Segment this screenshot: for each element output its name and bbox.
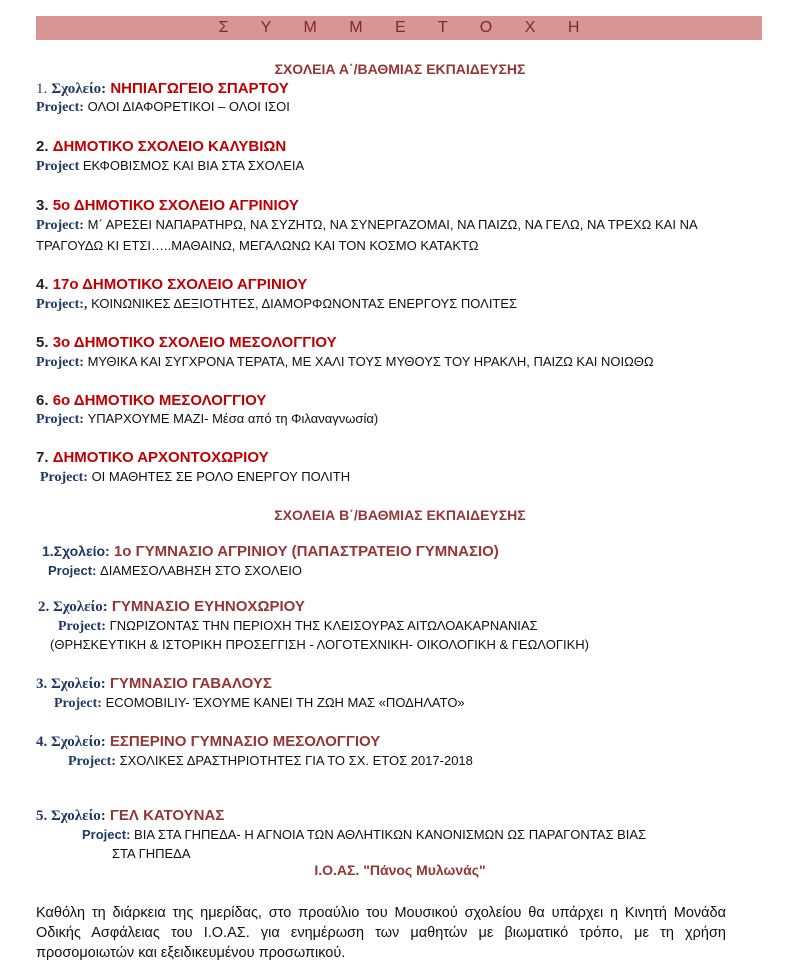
secondary-school-4-title: 4. Σχολείο: ΕΣΠΕΡΙΝΟ ΓΥΜΝΑΣΙΟ ΜΕΣΟΛΟΓΓΙΟΥ <box>36 733 381 750</box>
primary-school-5-project: Project: ΜΥΘΙΚΑ ΚΑΙ ΣΥΓΧΡΟΝΑ ΤΕΡΑΤΑ, ΜΕ ΧΑΛΙ ΤΟΥΣ ΜΥΘΟΥΣ ΤΟΥ ΗΡΑΚΛΗ, ΠΑΙΖΩ ΚΑΙ ΝΟΙΩΘΩ <box>36 354 654 370</box>
footer-paragraph: Καθόλη τη διάρκεια της ημερίδας, στο προαύλιο του Μουσικού σχολείου θα υπάρχει η Κινητή Μονάδα Οδικής Ασφάλειας του Ι.Ο.ΑΣ. για ενημέρωση των μαθητών με βιωματικό τρόπο, με τη χρήση προσομοιωτών και εξειδικευμένου προσωπικού. <box>36 905 726 961</box>
primary-school-4-title: 4. 17ο ΔΗΜΟΤΙΚΟ ΣΧΟΛΕΙΟ ΑΓΡΙΝΙΟΥ <box>36 276 308 293</box>
secondary-school-2-project-cont: (ΘΡΗΣΚΕΥΤΙΚΗ & ΙΣΤΟΡΙΚΗ ΠΡΟΣΕΓΓΙΣΗ - ΛΟΓΟΤΕΧΝΙΚΗ- ΟΙΚΟΛΟΓΙΚΗ & ΓΕΩΛΟΓΙΚΗ) <box>50 637 589 652</box>
secondary-school-5-project: Project: ΒΙΑ ΣΤΑ ΓΗΠΕΔΑ- Η ΑΓΝΟΙΑ ΤΩΝ ΑΘΛΗΤΙΚΩΝ ΚΑΝΟΝΙΣΜΩΝ ΩΣ ΠΑΡΑΓΟΝΤΑΣ ΒΙΑΣ <box>82 827 647 842</box>
secondary-school-2-title: 2. Σχολείο: ΓΥΜΝΑΣΙΟ ΕΥΗΝΟΧΩΡΙΟΥ <box>38 598 305 615</box>
primary-school-3-title: 3. 5ο ΔΗΜΟΤΙΚΟ ΣΧΟΛΕΙΟ ΑΓΡΙΝΙΟΥ <box>36 197 299 214</box>
primary-school-7-title: 7. ΔΗΜΟΤΙΚΟ ΑΡΧΟΝΤΟΧΩΡΙΟΥ <box>36 449 269 466</box>
participation-banner <box>36 16 762 40</box>
secondary-school-5-project-cont: ΣΤΑ ΓΗΠΕΔΑ <box>112 846 191 861</box>
secondary-school-3-project: Project: ECOMOBILIY- ΈΧΟΥΜΕ ΚΑΝΕΙ ΤΗ ΖΩΗ ΜΑΣ «ΠΟΔΗΛΑΤΟ» <box>54 695 465 711</box>
primary-heading: ΣΧΟΛΕΙΑ Α΄/ΒΑΘΜΙΑΣ ΕΚΠΑΙΔΕΥΣΗΣ <box>274 61 526 77</box>
primary-school-5-title: 5. 3ο ΔΗΜΟΤΙΚΟ ΣΧΟΛΕΙΟ ΜΕΣΟΛΟΓΓΙΟΥ <box>36 334 337 351</box>
secondary-school-2-project: Project: ΓΝΩΡΙΖΟΝΤΑΣ ΤΗΝ ΠΕΡΙΟΧΗ ΤΗΣ ΚΛΕΙΣΟΥΡΑΣ ΑΙΤΩΛΟΑΚΑΡΝΑΝΙΑΣ <box>58 618 538 634</box>
banner-title: Σ Υ Μ Μ Ε Τ Ο Χ Η <box>218 19 594 36</box>
primary-school-6-project: Project: ΥΠΑΡΧΟΥΜΕ ΜΑΖΙ- Μέσα από τη Φιλαναγνωσία) <box>36 411 379 427</box>
secondary-school-1-title: 1.Σχολείο: 1ο ΓΥΜΝΑΣΙΟ ΑΓΡΙΝΙΟΥ (ΠΑΠΑΣΤΡΑΤΕΙΟ ΓΥΜΝΑΣΙΟ) <box>42 543 499 560</box>
secondary-school-5-title: 5. Σχολείο: ΓΕΛ ΚΑΤΟΥΝΑΣ <box>36 807 225 824</box>
ioas-title: Ι.Ο.ΑΣ. "Πάνος Μυλωνάς" <box>314 862 486 878</box>
primary-school-2-project: Project ΕΚΦΟΒΙΣΜΟΣ ΚΑΙ ΒΙΑ ΣΤΑ ΣΧΟΛΕΙΑ <box>36 158 305 174</box>
primary-school-6-title: 6. 6ο ΔΗΜΟΤΙΚΟ ΜΕΣΟΛΟΓΓΙΟΥ <box>36 392 267 409</box>
primary-school-4-project: Project:, ΚΟΙΝΩΝΙΚΕΣ ΔΕΞΙΟΤΗΤΕΣ, ΔΙΑΜΟΡΦΩΝΟΝΤΑΣ ΕΝΕΡΓΟΥΣ ΠΟΛΙΤΕΣ <box>36 296 518 312</box>
primary-school-1-project: Project: ΟΛΟΙ ΔΙΑΦΟΡΕΤΙΚΟΙ – ΟΛΟΙ ΙΣΟΙ <box>36 99 290 115</box>
secondary-school-4-project: Project: ΣΧΟΛΙΚΕΣ ΔΡΑΣΤΗΡΙΟΤΗΤΕΣ ΓΙΑ ΤΟ ΣΧ. ΕΤΟΣ 2017-2018 <box>68 753 473 769</box>
secondary-school-3-title: 3. Σχολείο: ΓΥΜΝΑΣΙΟ ΓΑΒΑΛΟΥΣ <box>36 675 272 692</box>
secondary-school-1-project: Project: ΔΙΑΜΕΣΟΛΑΒΗΣΗ ΣΤΟ ΣΧΟΛΕΙΟ <box>48 563 302 578</box>
primary-school-7-project: Project: ΟΙ ΜΑΘΗΤΕΣ ΣΕ ΡΟΛΟ ΕΝΕΡΓΟΥ ΠΟΛΙΤΗ <box>40 469 351 485</box>
secondary-heading: ΣΧΟΛΕΙΑ Β΄/ΒΑΘΜΙΑΣ ΕΚΠΑΙΔΕΥΣΗΣ <box>274 507 526 523</box>
primary-school-2-title: 2. ΔΗΜΟΤΙΚΟ ΣΧΟΛΕΙΟ ΚΑΛΥΒΙΩΝ <box>36 138 287 155</box>
primary-school-1-title: 1. Σχολείο: ΝΗΠΙΑΓΩΓΕΙΟ ΣΠΑΡΤΟΥ <box>36 80 289 97</box>
primary-school-3-project: Project: Μ΄ ΑΡΕΣΕΙ ΝΑΠΑΡΑΤΗΡΩ, ΝΑ ΣΥΖΗΤΩ, ΝΑ ΣΥΝΕΡΓΑΖΟΜΑΙ, ΝΑ ΠΑΙΖΩ, ΝΑ ΓΕΛΩ, ΝΑ ΤΡΕΧΩ ΚΑΙ ΝΑ <box>36 217 698 233</box>
primary-school-3-project-cont: ΤΡΑΓΟΥΔΩ ΚΙ ΕΤΣΙ…..ΜΑΘΑΙΝΩ, ΜΕΓΑΛΩΝΩ ΚΑΙ ΤΟΝ ΚΟΣΜΟ ΚΑΤΑΚΤΩ <box>36 238 479 253</box>
